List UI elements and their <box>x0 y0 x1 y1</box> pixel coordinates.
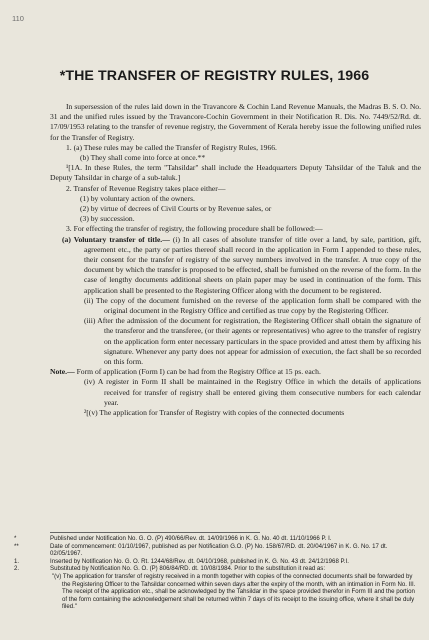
rule-2-item: (2) by virtue of decrees of Civil Courts or by Revenue sales, or <box>80 204 272 214</box>
rule-3: 3. For effecting the transfer of registry, the following procedure shall be followed:— <box>66 224 323 234</box>
footnote-mark: * <box>14 535 17 542</box>
rule-1b: (b) They shall come into force at once.** <box>80 153 206 163</box>
rules-body <box>50 102 421 418</box>
footnote-quote: "(v) The application for transfer of registry received in a month together with copies of the connected documents shall be forwarded by the Registering Officer to the Tahsildar concerned within seven days after the expiry of the month, with an intimation in Form No. III. The receipt of the application etc., shall be acknowledged by the Tahsildar in the space provided therefor in Form III and the portion of the form containing the acknowledgement shall be returned within 7 days of its receipt to the issuing office, where it shall be duly filed." <box>52 572 416 611</box>
rule-3a-heading: (a) Voluntary transfer of title.— <box>62 234 170 244</box>
rule-3a-iv: (iv) A register in Form II shall be maintained in the Registry Office in which the details of applications received for transfer of registry shall be entered giving them consecutive numbers for each calendar year. <box>84 377 421 407</box>
rule-1A: ¹[1A. In these Rules, the term "Tahsildar" shall include the Headquarters Deputy Tahsildar of the Taluk and the Deputy Tahsildar in charge of a sub-taluk.] <box>50 163 421 183</box>
note-text: Form of application (Form I) can be had from the Registry Office at 15 ps. each. <box>74 367 321 377</box>
footnote-text: Date of commencement: 01/10/1967, published as per Notification G.O. (P) No. 158/67/RD. dt. 20/04/1967 in K. G. No. 17 dt. 02/05/1967. <box>50 542 388 558</box>
rule-2-item: (1) by voluntary action of the owners. <box>80 193 195 203</box>
footnotes <box>14 532 419 611</box>
rule-1a: 1. (a) These rules may be called the Transfer of Registry Rules, 1966. <box>66 142 277 152</box>
footnote-mark: 1. <box>14 557 20 565</box>
footnote-mark: ** <box>14 542 19 550</box>
footnote <box>14 558 419 566</box>
rule-3a-iii: (iii) After the admission of the document for registration, the Registering Officer shall obtain the signature of the transferor and the transferee, (or their agents or representatives) who agree to the transfer of registry on the application form enter necessary particulars in the space provided and attest them by affixing his signature. Whenever any party does not appear for admission of execution, the fact shall be so recorded on this form. <box>84 316 421 367</box>
page-number: 110 <box>12 14 24 23</box>
preamble: In supersession of the rules laid down in the Travancore & Cochin Land Revenue Manuals, the Madras B. S. O. No. 31 and the unified rules issued by the Travancore-Cochin Government in their Notification R. Dis. No. 7449/52/Rd. dt. 17/09/1953 relating to the transfer of revenue registry, the Government of Kerala hereby issue the following unified rules for the Transfer of Registry. <box>50 102 421 142</box>
rule-3a-v: ²[(v) The application for Transfer of Registry with copies of the connected documents <box>84 408 345 418</box>
footnote <box>14 543 419 558</box>
rule-3a-i-text: (i) In all cases of absolute transfer of title over a land, by sale, partition, gift, agreement etc., the party or parties thereof shall record in the application in Form I appended to these rules, their consent for the transfer of registry of the survey numbers involved in the transfer. A true copy of the document by which the transfer is proposed to be effected, shall be furnished on the reverse of the form. In the case of lengthy documents additional sheets on plain paper may be used in continuation of the form. This application shall be presented to the Registering Officer along with the document to be registered. <box>84 234 421 295</box>
note <box>50 367 421 377</box>
page-title: *THE TRANSFER OF REGISTRY RULES, 1966 <box>59 68 370 84</box>
rule-3a-i <box>50 235 421 296</box>
note-heading: Note.— <box>50 367 75 377</box>
footnote-text: Published under Notification No. G. O. (P) 490/66/Rev. dt. 14/09/1966 in K. G. No. 40 dt. 11/10/1966 P. I. <box>50 535 332 542</box>
footnote-text: Inserted by Notification No. G. O. Rt. 1244/68/Rev. dt. 04/10/1968, published in K. G. No. 43 dt. 24/12/1968 P.I. <box>50 557 349 565</box>
footnote-text: Substituted by Notification No. G. O. (P) 806/84/RD. dt. 10/08/1984. Prior to the substitution it read as: <box>50 565 326 573</box>
rule-2: 2. Transfer of Revenue Registry takes place either— <box>66 183 226 193</box>
footnote-divider <box>50 532 260 533</box>
footnote <box>14 535 419 543</box>
rule-2-item: (3) by succession. <box>80 214 135 224</box>
footnote <box>14 565 419 573</box>
rule-3a-ii: (ii) The copy of the document furnished on the reverse of the application form shall be compared with the original document in the Registry Office and certified as true copy by the Registering Officer. <box>84 295 421 316</box>
footnote-mark: 2. <box>14 565 20 573</box>
